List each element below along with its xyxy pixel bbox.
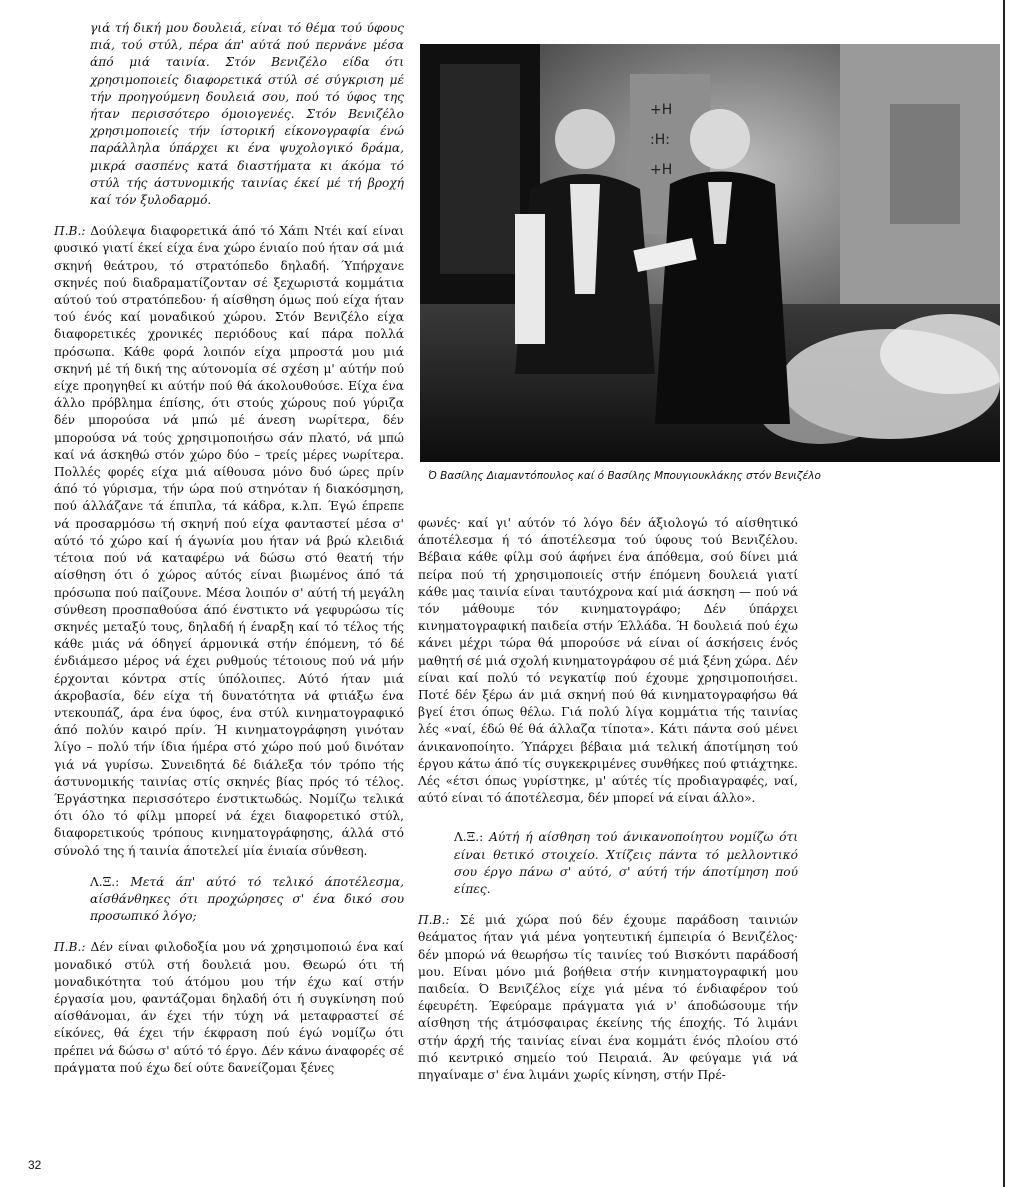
svg-text:+H: +H bbox=[650, 102, 673, 118]
answer-3-text: Σέ μιά χώρα πού δέν έχουμε παράδοση ταινιών θεάματος ήταν γιά μένα γοητευτική έμπειρία ό Βενιζέλος· δέν μπορώ νά θεωρήσω τίς ταινίες τού Βισκόντι παράδοσή μου. Είναι μόνο μιά βοήθεια στήν κινηματογραφική μου παιδεία. Ό Βενιζέλος είχε γιά μένα τό ένδιαφέρον τού έφευρέτη. Έφεύραμε πράγματα γιά ν' άποδώσουμε τήν αίσθηση τής άτμόσφαιρας έκείνης τής έποχής. Τό λιμάνι στήν άρχή τής ταινίας είναι ένα κομμάτι ένός πλοίου στό πιό κεντρικό σημείο τού Πειραιά. Άν φεύγαμε γιά νά πηγαίναμε σ' ένα λιμάνι χωρίς κίνηση, στήν Πρέ- bbox=[418, 913, 798, 1083]
question-2-speaker: Λ.Ξ.: bbox=[90, 874, 120, 889]
answer-2-text: Δέν είναι φιλοδοξία μου νά χρησιμοποιώ ένα καί μοναδικό στύλ στή δουλειά μου. Θεωρώ ότι τή μοναδικότητα τού άτόμου μου τήν έχω καί στήν έργασία μου, φαντάζομαι δηλαδή ότι ή συγκίνηση πού αίσθάνομαι, άν έχει τήν τύχη νά μεταφραστεί σέ είκόνες, θά έχει τήν έκφραση πού έγώ νομίζω ότι πρέπει νά δώσω σ' αύτό τό έργο. Δέν κάνω άναφορές σέ πράγματα πού έχω δεί ούτε δανείζομαι ξένες bbox=[54, 940, 404, 1075]
photo-caption: Ό Βασίλης Διαμαντόπουλος καί ό Βασίλης Μπουγιουκλάκης στόν Βενιζέλο bbox=[428, 470, 821, 482]
question-3-text: Αύτή ή αίσθηση τού άνικανοποίητου νομίζω ότι είναι θετικό στοιχείο. Χτίζεις πάντα τό μελλοντικό σου έργο πάνω σ' αύτό, σ' αύτή τήν άποτίμηση πού είπες. bbox=[454, 830, 799, 897]
left-column bbox=[54, 20, 404, 1077]
answer-2 bbox=[54, 939, 404, 1077]
question-2 bbox=[54, 874, 404, 926]
svg-text::H:: :H: bbox=[650, 132, 670, 148]
answer-2-continuation: φωνές· καί γι' αύτόν τό λόγο δέν άξιολογώ τό αίσθητικό άποτέλεσμα ή τό άποτέλεσμα τού ύφους τού Βενιζέλου. Βέβαια κάθε φίλμ σού άφήνει ένα άπόθεμα, σού δίνει μιά πείρα πού τή χρησιμοποιείς στήν έπόμενη δουλειά γιατί κάθε μας ταινία είναι ταυτόχρονα καί μιά άσκηση — πού νά τόν μάθουμε τόν κινηματογράφο; Δέν ύπάρχει κινηματογραφική παιδεία στήν Έλλάδα. Ή δουλειά πού έχω κάνει μέχρι τώρα θά μπορούσε νά είναι οί άσκήσεις ένός μαθητή σέ μιά σχολή κινηματογράφου σέ μιά ξένη χώρα. Δέν είναι καί πολύ τό νεγκατίφ πού έχουμε χρησιμοποιήσει. Ποτέ δέν ξέρω άν μιά σκηνή πού θά κινηματογραφήσω θά βγεί έτσι όπως θέλω. Γιά πολύ λίγα κομμάτια τής ταινίας λές «ναί, έδώ θέ θά άλλαζα τίποτα». Κάτι πάντα σού μένει άνικανοποίητο. Ύπάρχει βέβαια μιά τελική άποτίμηση τού έργου κάτω άπό τίς συγκεκριμένες συνθήκες πού φτιάχτηκε. Λές «έτσι όπως γυρίστηκε, μ' αύτές τίς προδιαγραφές, ναί, αύτό είναι τό άποτέλεσμα, δέν μπορεί νά είναι άλλο». bbox=[418, 516, 798, 806]
answer-1-text: Δούλεψα διαφορετικά άπό τό Χάπι Ντέι καί είναι φυσικό γιατί έκεί είχα ένα χώρο ένιαίο πού ήταν σά μιά σκηνή θεάτρου, τό στρατόπεδο δηλαδή. Ύπήρχανε σκηνές πού διαδραματίζονταν σέ ξεχωριστά κομμάτια αύτού τού στρατόπεδου· ή αίσθηση όμως πού είχα ήταν τού ένός καί μοναδικού χώρου. Στόν Βενιζέλο είχα διαφορετικές χρονικές περιόδους καί πάρα πολλά πρόσωπα. Κάθε φορά λοιπόν είχα μπροστά μου μιά σκηνή μέ τή δική της αύτονομία σέ σχέση μ' αύτήν πού είχε προηγηθεί κι αύτήν πού θά άκολουθούσε. Είχα ένα άλλο πρόβλημα έπίσης, ότι στούς χώρους πού γύριζα δέν μπορούσα νά μπώ μέ άνεση νωρίτερα, δέν μπορούσα νά τούς χρησιμοποιήσω σάν πλατό, νά μπώ καί νά άσκηθώ στόν χώρο δύο – τρείς μέρες νωρίτερα. Πολλές φορές είχα μιά αίθουσα μόνο δυό ώρες πρίν άπό τό γύρισμα, τήν ώρα πού στηνόταν ή διακόσμηση, πού άλλάζανε τά έπιπλα, τά κάδρα, κ.λπ. Έγώ έπρεπε νά προσαρμόσω τή σκηνή πού είχα φανταστεί μέσα σ' αύτό τό χώρο καί ή άγωνία μου ήταν νά βρώ κλειδιά τέτοια πού νά καταφέρω νά δώσω στό θεατή τήν αίσθηση ότι ό χώρος αύτός είναι βιωμένος άπό τά πρόσωπα πού παίζουνε. Μέσα λοιπόν σ' αύτή τή μεγάλη σύνθεση προσπαθούσα άπό ένστικτο νά γεφυρώσω τίς σκηνές μεταξύ τους, δηλαδή ή έναρξη καί τό τέλος τής κάθε μιάς νά όδηγεί άρμονικά στήν έπόμενη, τό δέ ένδιάμεσο μέρος νά έχει ρυθμούς τέτοιους πού νά μήν έρχονται κόντρα στίς ύπόλοιπες. Αύτό ήταν μιά άκροβασία, δέν είχα τή δυνατότητα νά φτιάξω ένα ντεκουπάζ, άρα ένα ύφος, ένα στύλ κινηματογραφικό άπό πολύν καιρό πρίν. Ή κινηματογράφηση γινόταν λίγο – πολύ τήν ίδια ήμέρα στό χώρο πού μού δινόταν γιά νά γυρίσω. Συνειδητά δέ διάλεξα τόν τρόπο τής άστυνομικής ταινίας στίς σκηνές βίας πρός τό τέλος. Έργάστηκα περισσότερο ένστικτωδώς. Νομίζω τελικά ότι όλο τό φίλμ μπορεί νά έχει διαφορετικό στύλ, διαφορετικούς τρόπους κινηματογράφησης, άλλά στό σύνολό της ή ταινία άποτελεί μία ένιαία σύνθεση. bbox=[54, 224, 404, 858]
film-still-image bbox=[420, 44, 1000, 462]
answer-1 bbox=[54, 223, 404, 860]
answer-3-speaker: Π.Β.: bbox=[418, 913, 450, 928]
answer-3 bbox=[418, 912, 798, 1084]
answer-2-speaker: Π.Β.: bbox=[54, 940, 86, 955]
answer-1-speaker: Π.Β.: bbox=[54, 224, 86, 239]
question-2-text: Μετά άπ' αύτό τό τελικό άποτέλεσμα, αίσθάνθηκες ότι προχώρησες σ' ένα δικό σου προσωπικό λόγο; bbox=[90, 874, 404, 924]
right-column bbox=[418, 515, 798, 1084]
page-number: 32 bbox=[28, 1158, 42, 1172]
intro-question-text: γιά τή δική μου δουλειά, είναι τό θέμα τού ύφους πιά, τού στύλ, πέρα άπ' αύτά πού περνάνε μέσα άπό μιά ταινία. Στόν Βενιζέλο είδα ότι χρησιμοποιείς διαφορετικά στύλ σέ σύγκριση μέ τήν προηγούμενη δουλειά σου, πού τό ύφος της ήταν περισσότερο όμοιογενές. Στόν Βενιζέλο χρησιμοποιείς τήν ίστορική είκονογραφία ένώ παράλληλα ύπάρχει κι ένα ψυχολογικό δράμα, μικρά σασπένς κατά διαστήματα κι άκόμα τό στύλ τής άστυνομικής ταινίας έκεί μέ τή βροχή καί τόν ξυλοδαρμό. bbox=[90, 21, 404, 208]
film-still-photo bbox=[420, 44, 1000, 462]
question-3-speaker: Λ.Ξ.: bbox=[454, 830, 484, 845]
svg-text:+H: +H bbox=[650, 162, 673, 178]
page-edge-divider bbox=[1003, 0, 1005, 1187]
question-3 bbox=[418, 829, 798, 898]
